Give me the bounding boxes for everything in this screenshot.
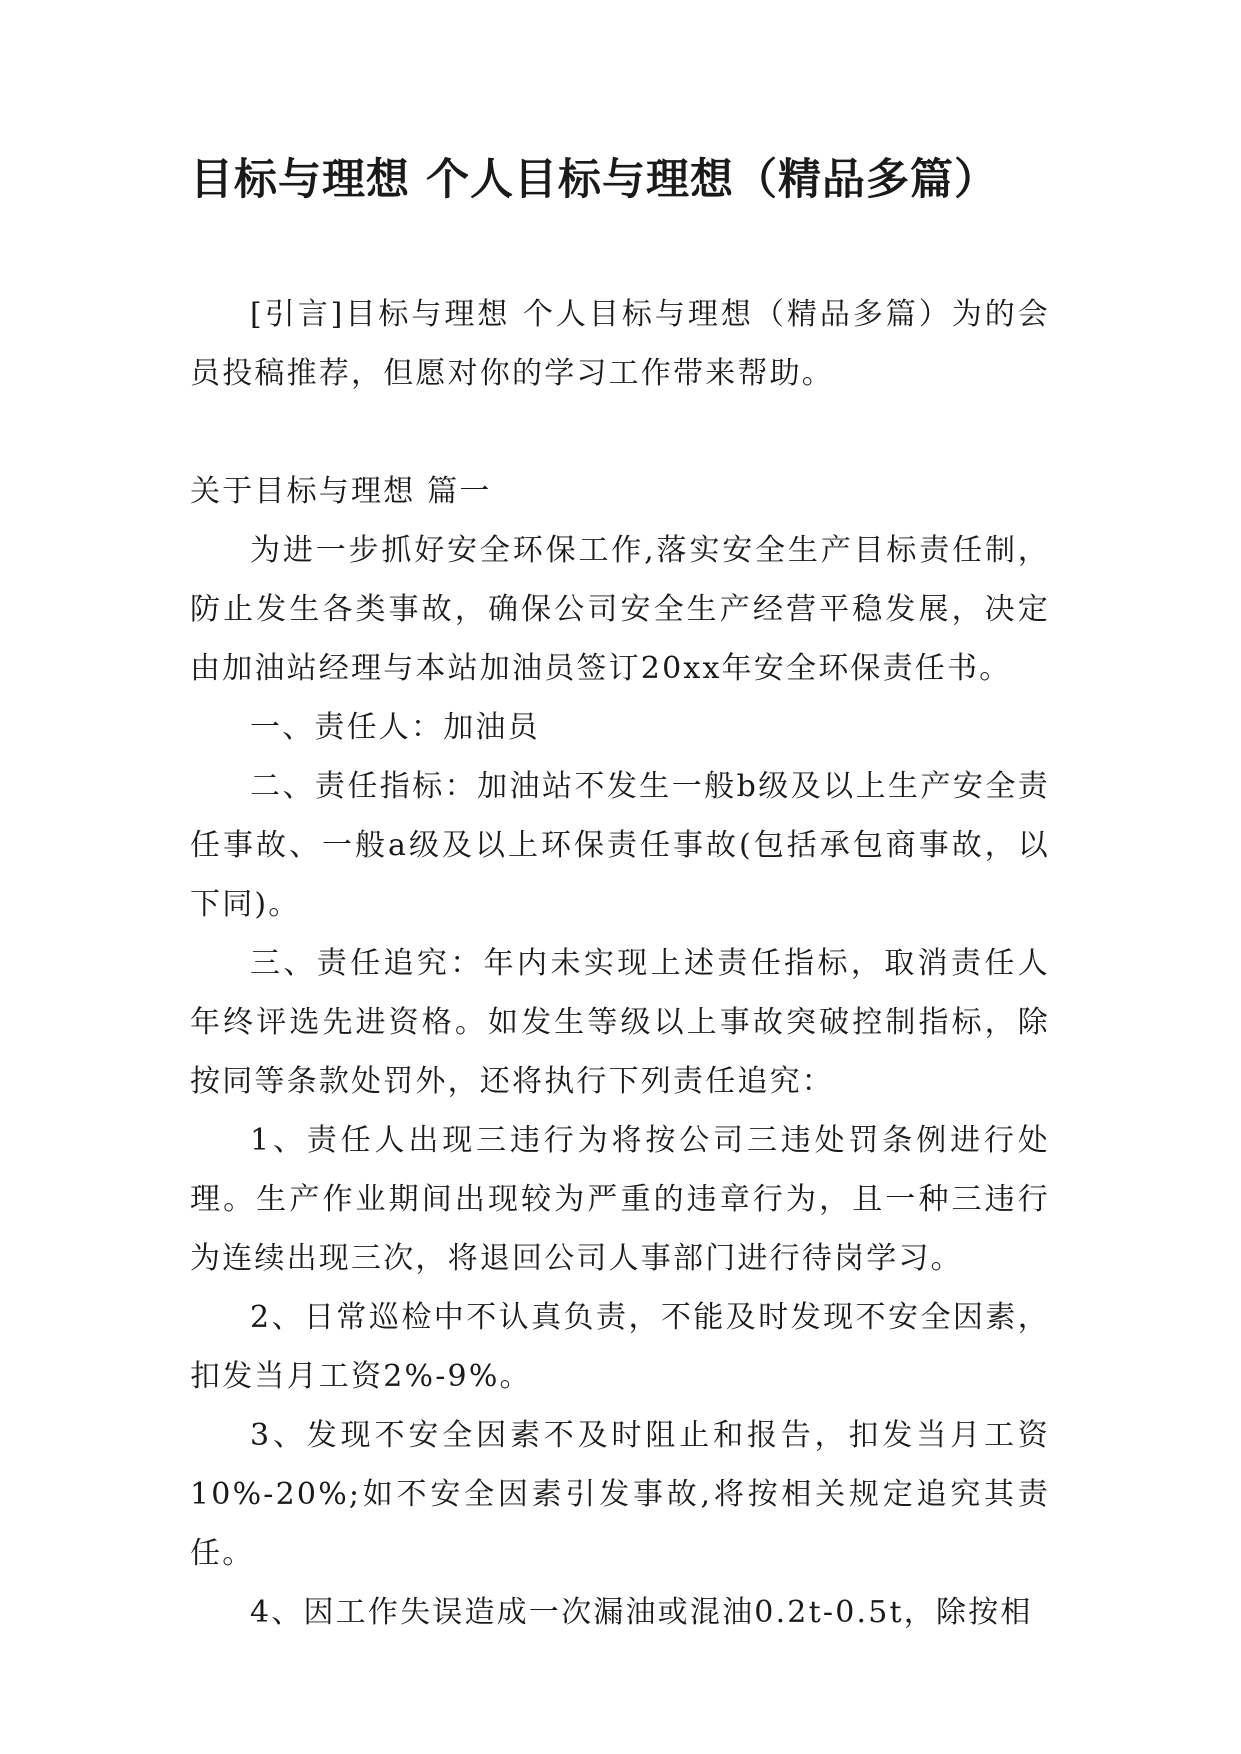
article-body bbox=[190, 462, 1050, 1642]
paragraph: 三、责任追究：年内未实现上述责任指标，取消责任人年终评选先进资格。如发生等级以上事故突破控制指标，除按同等条款处罚外，还将执行下列责任追究： bbox=[190, 946, 1050, 1099]
paragraph: 3、发现不安全因素不及时阻止和报告，扣发当月工资10%-20%;如不安全因素引发事故,将按相关规定追究其责任。 bbox=[190, 1418, 1050, 1571]
document-title: 目标与理想 个人目标与理想（精品多篇） bbox=[190, 155, 998, 205]
intro-paragraph: [引言]目标与理想 个人目标与理想（精品多篇）为的会员投稿推荐，但愿对你的学习工作带来帮助。 bbox=[190, 297, 1050, 391]
paragraph: 为进一步抓好安全环保工作,落实安全生产目标责任制，防止发生各类事故，确保公司安全生产经营平稳发展，决定由加油站经理与本站加油员签订20xx年安全环保责任书。 bbox=[190, 533, 1050, 686]
section-heading: 关于目标与理想 篇一 bbox=[190, 474, 492, 509]
paragraph: 二、责任指标：加油站不发生一般b级及以上生产安全责任事故、一般a级及以上环保责任事故(包括承包商事故，以下同)。 bbox=[190, 769, 1050, 922]
paragraph: 1、责任人出现三违行为将按公司三违处罚条例进行处理。生产作业期间出现较为严重的违章行为，且一种三违行为连续出现三次，将退回公司人事部门进行待岗学习。 bbox=[190, 1123, 1050, 1276]
paragraph: 4、因工作失误造成一次漏油或混油0.2t-0.5t，除按相 bbox=[250, 1595, 1033, 1630]
paragraph: 2、日常巡检中不认真负责，不能及时发现不安全因素，扣发当月工资2%-9%。 bbox=[190, 1300, 1050, 1394]
intro-block bbox=[190, 285, 1050, 403]
paragraph: 一、责任人：加油员 bbox=[250, 710, 540, 745]
